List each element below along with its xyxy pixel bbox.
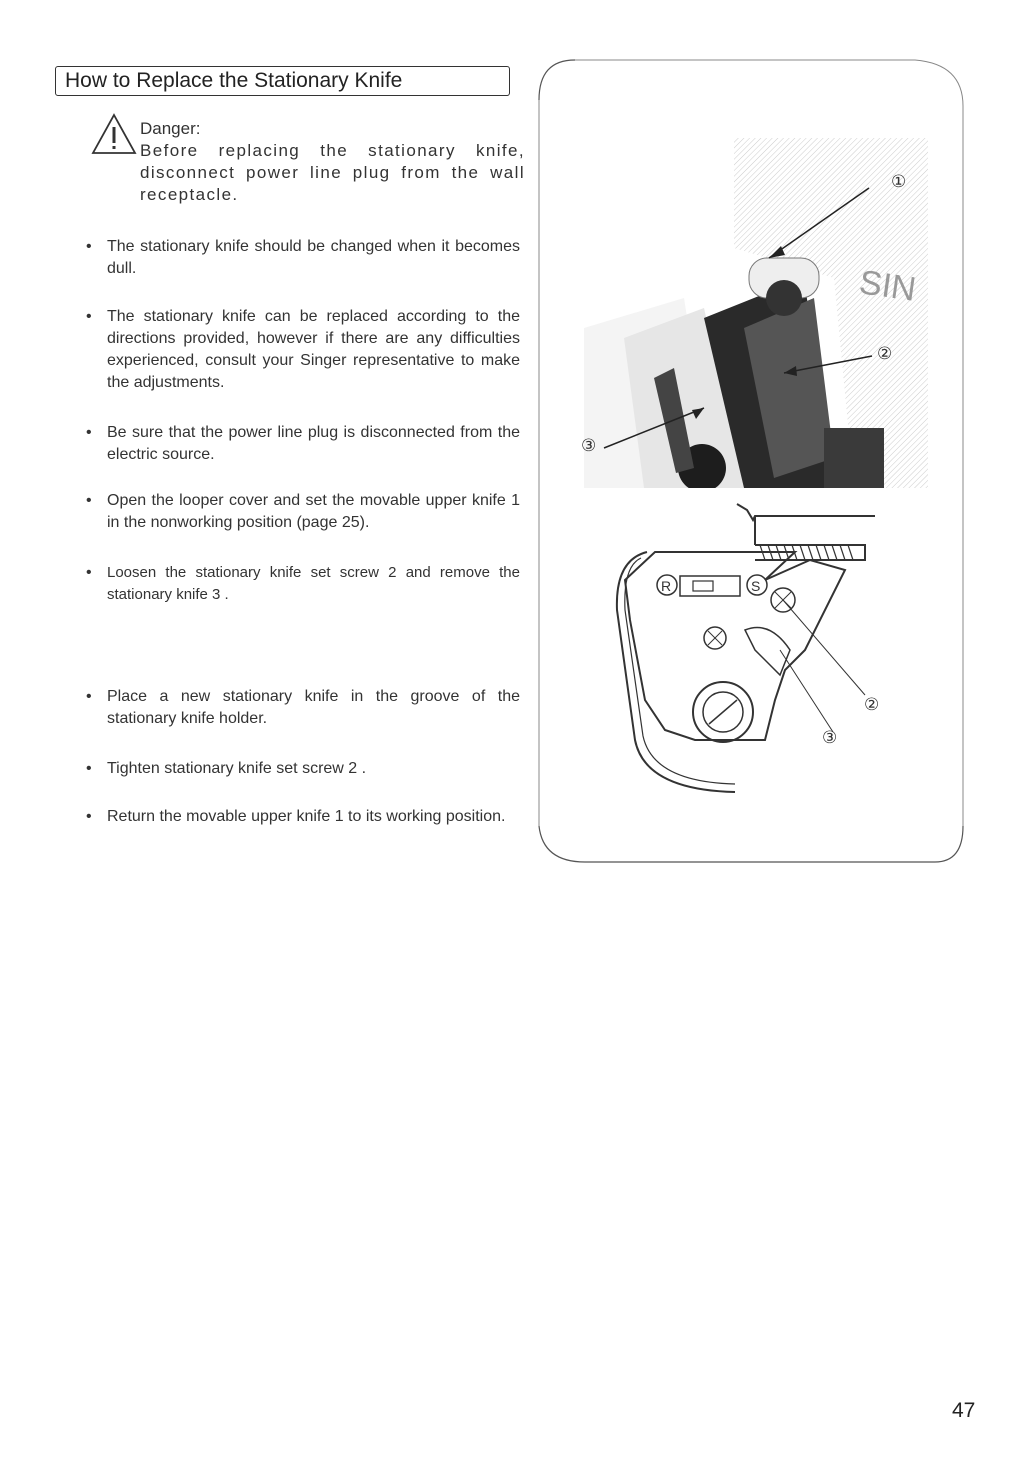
- danger-notice: [140, 118, 525, 206]
- warning-triangle-icon: [90, 112, 138, 156]
- bullet-text: Be sure that the power line plug is disconnected from the electric source.: [107, 424, 520, 463]
- list-item: • Loosen the stationary knife set screw 2 and remove the stationary knife 3 .: [86, 562, 520, 606]
- diagram-letter-s: S: [751, 578, 761, 594]
- callout-2: ②: [877, 344, 893, 363]
- machine-photo: [584, 128, 928, 488]
- knife-holder-diagram: [575, 500, 945, 800]
- list-item: • Open the looper cover and set the movable upper knife 1 in the nonworking position (page 25).: [86, 490, 520, 534]
- list-item: • The stationary knife can be replaced according to the directions provided, however if there are any difficulties experienced, consult your Singer representative to make the adjustments.: [86, 306, 520, 394]
- diagram-letter-r: R: [661, 578, 672, 594]
- callout-1: ①: [891, 172, 907, 191]
- machine-brand-label: SIN: [856, 263, 919, 309]
- bullet-text: The stationary knife can be replaced according to the directions provided, however if there are any difficulties experienced, consult your Singer representative to make the adjustments.: [107, 308, 520, 391]
- section-title: How to Replace the Stationary Knife: [55, 66, 510, 96]
- callout-3: ③: [581, 436, 597, 455]
- diagram-callout-2: ②: [864, 695, 880, 714]
- list-item: • Be sure that the power line plug is disconnected from the electric source.: [86, 422, 520, 466]
- list-item: • Return the movable upper knife 1 to its working position.: [86, 806, 520, 828]
- danger-label: Danger:: [140, 119, 201, 138]
- page-number: 47: [952, 1399, 976, 1422]
- bullet-text: Loosen the stationary knife set screw 2 and remove the stationary knife 3 .: [107, 564, 520, 603]
- list-item: • Place a new stationary knife in the groove of the stationary knife holder.: [86, 686, 520, 730]
- danger-text: Before replacing the stationary knife, disconnect power line plug from the wall receptacle.: [140, 141, 525, 204]
- bullet-text: Open the looper cover and set the movable upper knife 1 in the nonworking position (page 25).: [107, 492, 520, 531]
- list-item: • Tighten stationary knife set screw 2 .: [86, 758, 520, 780]
- bullet-text: Return the movable upper knife 1 to its working position.: [107, 808, 506, 825]
- bullet-text: The stationary knife should be changed when it becomes dull.: [107, 238, 520, 277]
- bullet-text: Tighten stationary knife set screw 2 .: [107, 760, 367, 777]
- list-item: • The stationary knife should be changed when it becomes dull.: [86, 236, 520, 280]
- diagram-callout-3: ③: [822, 728, 838, 747]
- bullet-text: Place a new stationary knife in the groove of the stationary knife holder.: [107, 688, 520, 727]
